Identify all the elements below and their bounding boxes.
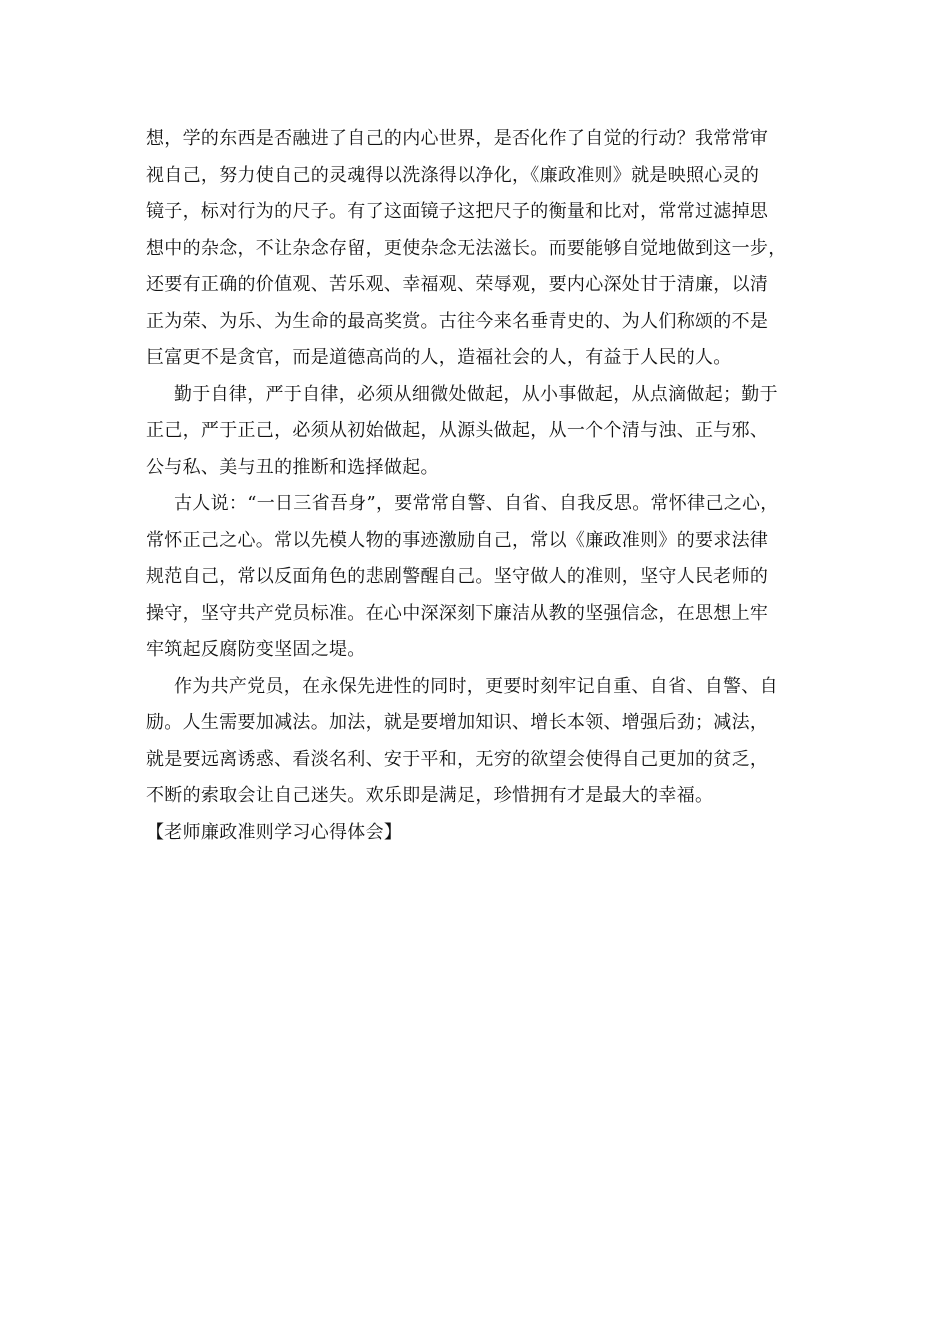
paragraph-line: 正己，严于正己，必须从初始做起，从源头做起，从一个个清与浊、正与邪、 [146, 420, 769, 441]
paragraph-line: 巨富更不是贪官，而是道德高尚的人，造福社会的人，有益于人民的人。 [146, 347, 732, 368]
paragraph-line: 镜子，标对行为的尺子。有了这面镜子这把尺子的衡量和比对，常常过滤掉思 [146, 201, 769, 222]
paragraph-line: 作为共产党员，在永保先进性的同时，更要时刻牢记自重、自省、自警、自 [174, 675, 778, 697]
paragraph-line: 公与私、美与丑的推断和选择做起。 [146, 456, 439, 478]
paragraph-line: 牢筑起反腐防变坚固之堤。 [146, 639, 366, 660]
paragraph-line: 正为荣、为乐、为生命的最高奖赏。古往今来名垂青史的、为人们称颂的不是 [146, 310, 769, 332]
section-heading: 【老师廉政准则学习心得体会】 [146, 821, 403, 843]
paragraph-line: 不断的索取会让自己迷失。欢乐即是满足，珍惜拥有才是最大的幸福。 [146, 785, 714, 806]
paragraph-line: 规范自己，常以反面角色的悲剧警醒自己。坚守做人的准则，坚守人民老师的 [146, 566, 769, 587]
paragraph-line: 就是要远离诱惑、看淡名利、安于平和，无穷的欲望会使得自己更加的贫乏， [146, 748, 769, 770]
paragraph-line: 操守，坚守共产党员标准。在心中深深刻下廉洁从教的坚强信念，在思想上牢 [146, 602, 769, 624]
paragraph-2 [146, 377, 836, 487]
paragraph-4 [146, 669, 836, 815]
paragraph-line: 古人说：“一日三省吾身”，要常常自警、自省、自我反思。常怀律己之心， [174, 493, 779, 514]
paragraph-line: 视自己，努力使自己的灵魂得以洗涤得以净化，《廉政准则》就是映照心灵的 [146, 164, 760, 186]
paragraph-line: 想，学的东西是否融进了自己的内心世界，是否化作了自觉的行动？我常常审 [146, 128, 769, 149]
paragraph-line: 常怀正己之心。常以先模人物的事迹激励自己，常以《廉政准则》的要求法律 [146, 529, 769, 551]
paragraph-line: 励。人生需要加减法。加法，就是要增加知识、增长本领、增强后劲；减法， [146, 712, 769, 733]
paragraph-1 [146, 121, 836, 377]
paragraph-line: 还要有正确的价值观、苦乐观、幸福观、荣辱观，要内心深处甘于清廉，以清 [146, 274, 769, 295]
paragraph-3 [146, 486, 836, 669]
document-body [146, 121, 836, 851]
paragraph-line: 勤于自律，严于自律，必须从细微处做起，从小事做起，从点滴做起；勤于 [174, 383, 778, 405]
paragraph-line: 想中的杂念，不让杂念存留，更使杂念无法滋长。而要能够自觉地做到这一步， [146, 237, 787, 259]
